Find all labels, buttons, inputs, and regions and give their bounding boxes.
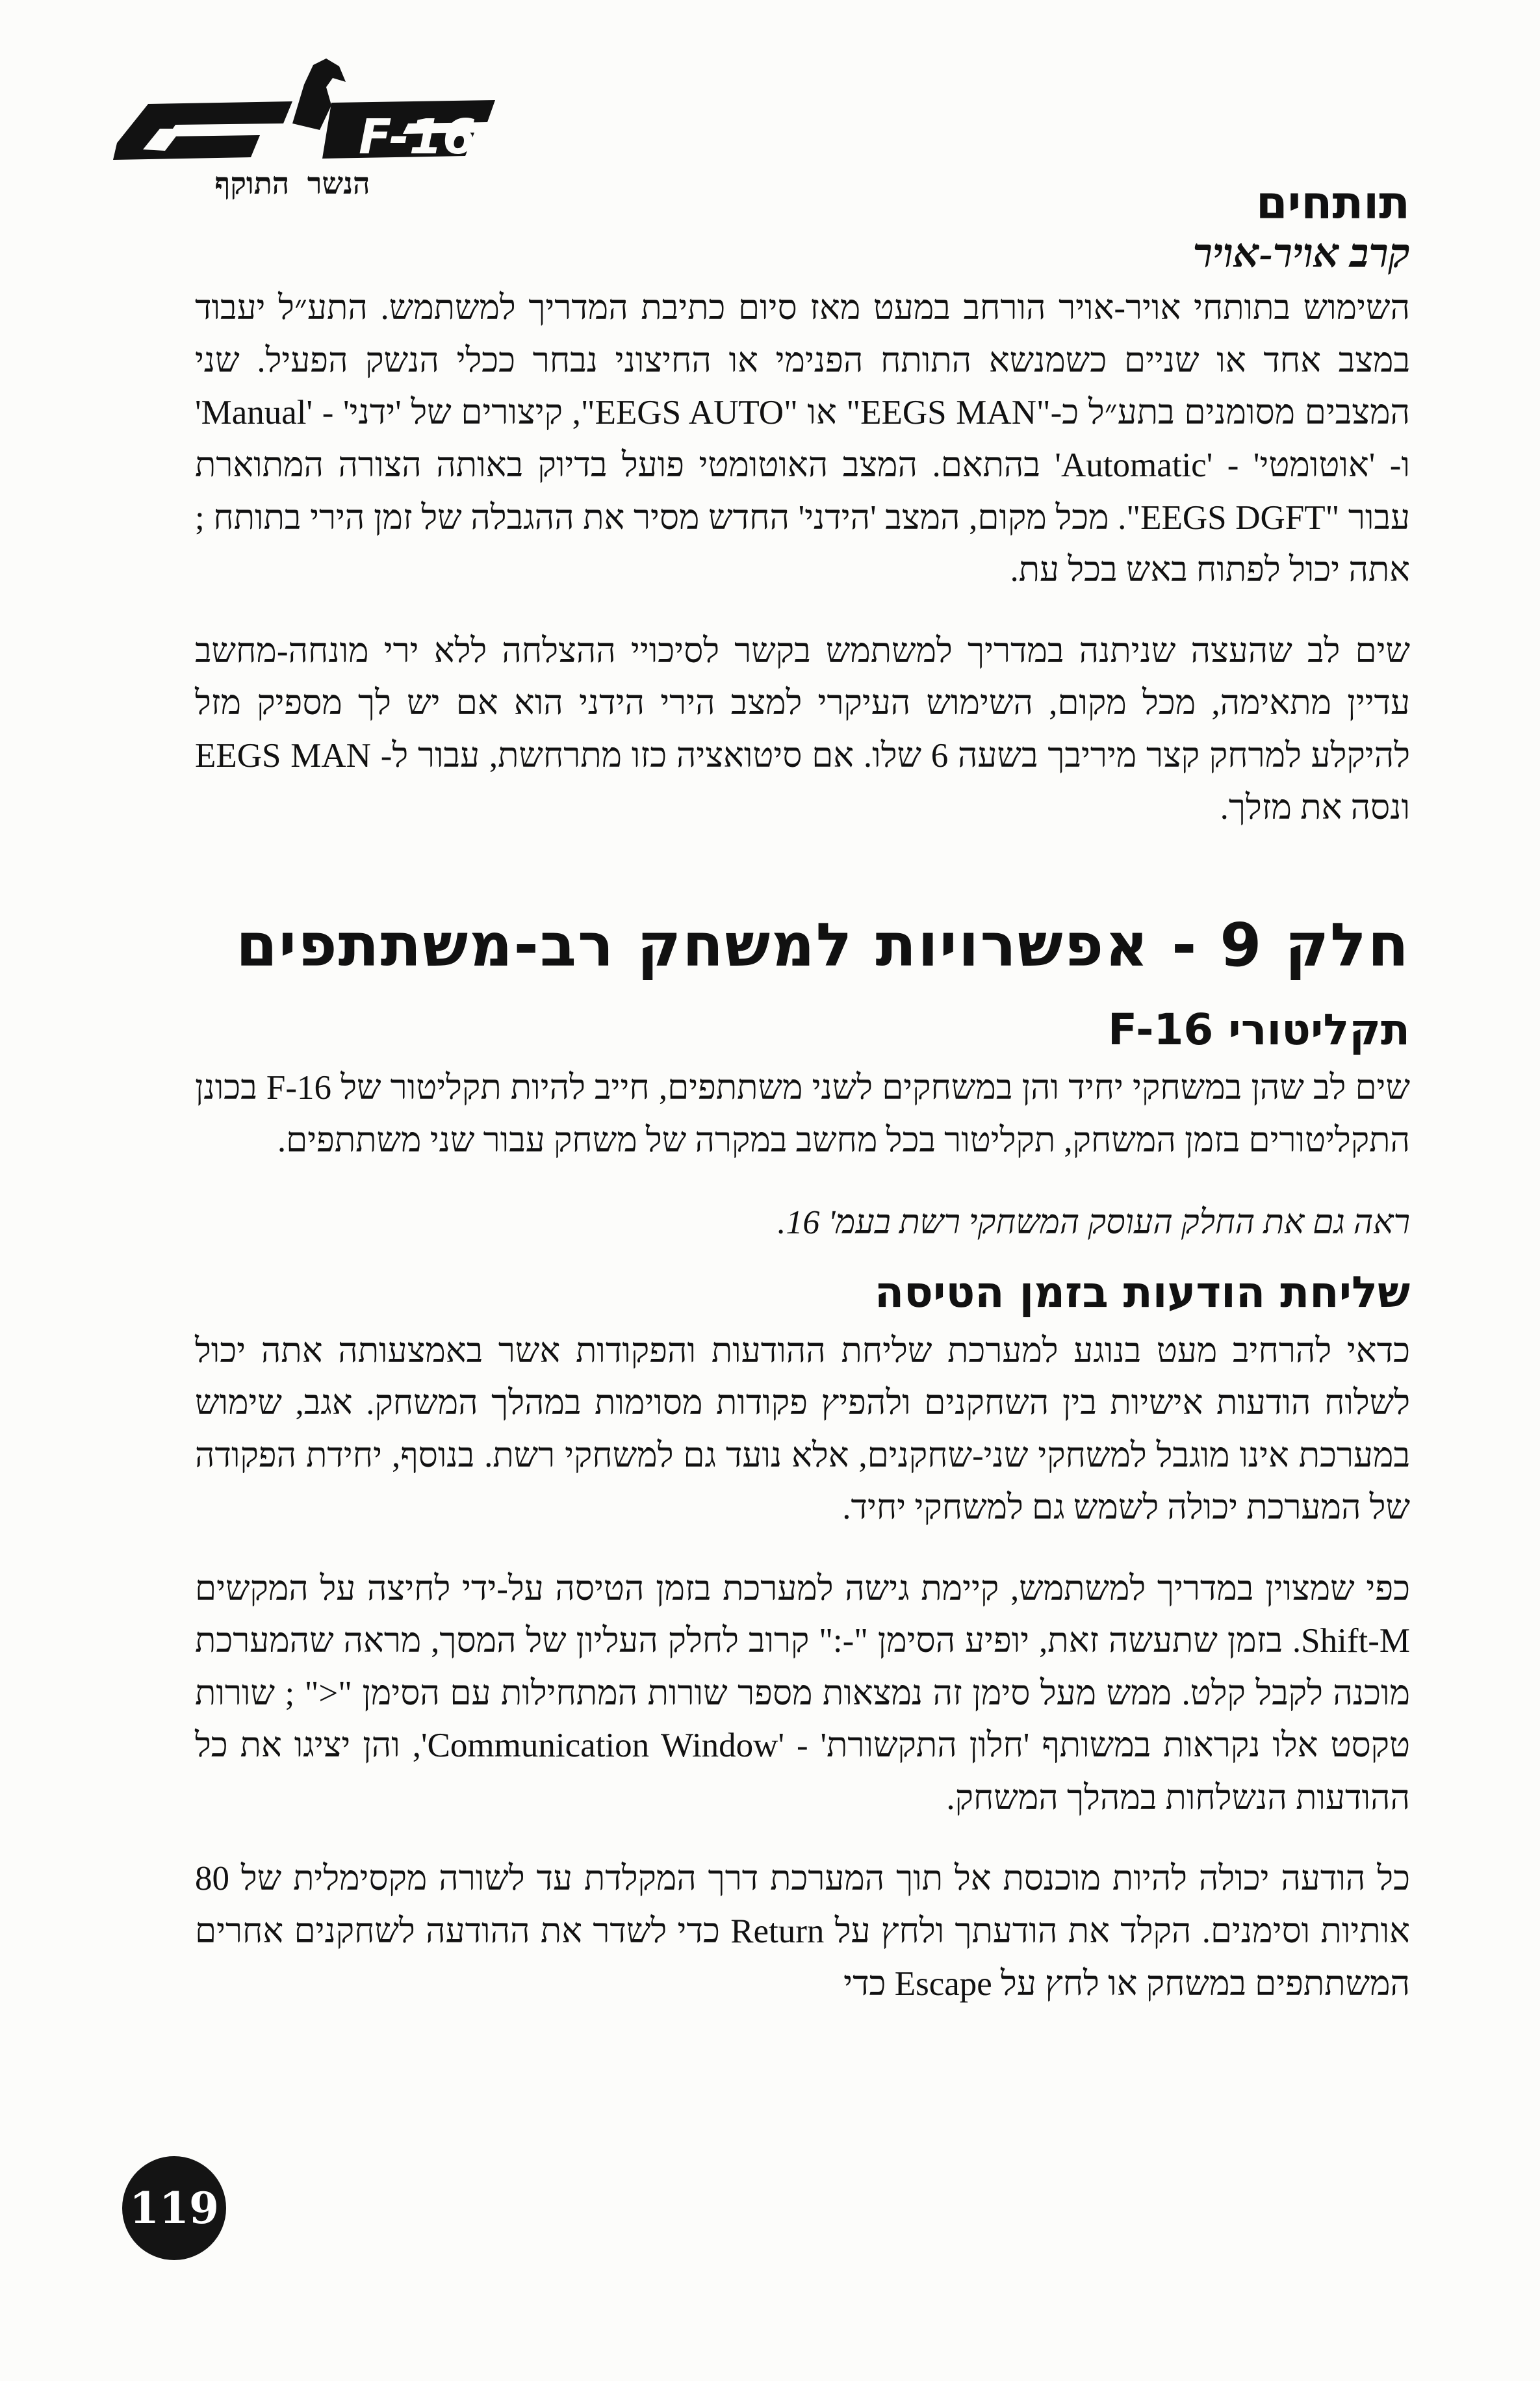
logo-brand: F-16	[359, 109, 476, 165]
page-content	[195, 175, 1410, 2010]
subsection-title-cds: תקליטורי F-16	[1108, 1005, 1410, 1055]
paragraph-guns-modes: השימוש בתותחי אויר-אויר הורחב במעט מאז סיום כתיבת המדריך למשתמש. התע״ל יעבוד במצב אחד או שניים כשמנשא התותח הפנימי או החיצוני נבחר ככלי הנשק הפעיל. שני המצבים מסומנים בתע״ל כ-"EEGS MAN" או "EEGS AUTO", קיצורים של 'ידני' - 'Manual' ו- 'אוטומטי' - 'Automatic' בהתאם. המצב האוטומטי פועל בדיוק באותה הצורה המתוארת עבור "EEGS DGFT". מכל מקום, המצב 'הידני' החדש מסיר את ההגבלה של זמן הירי בתותח ; אתה יכול לפתוח באש בכל עת.	[195, 289, 1411, 589]
page-number-badge: 119	[122, 2156, 226, 2260]
paragraph-messaging-intro: כדאי להרחיב מעט בנוגע למערכת שליחת ההודעות והפקודות אשר באמצעותה אתה יכול לשלוח הודעות אישיות בין השחקנים ולהפיץ פקודות מסוימות במהלך המשחק. אגב, שימוש במערכת אינו מוגבל למשחקי שני-שחקנים, אלא נועד גם למשחקי רשת. בנוסף, יחידת הפקודה של המערכת יכולה לשמש גם למשחקי יחיד.	[195, 1332, 1410, 1527]
section-title-guns: תותחים	[1255, 176, 1410, 229]
section-subtitle-air-to-air: קרב אויר-אויר	[1192, 232, 1410, 276]
logo-tagline: הנשר התוקף	[214, 166, 370, 201]
paragraph-guns-advice: שים לב שהעצה שניתנה במדריך למשתמש בקשר לסיכויי ההצלחה ללא ירי מונחה-מחשב עדיין מתאימה, מכל מקום, השימוש העיקרי למצב הירי הידני הוא אם יש לך מספיק מזל להיקלע למרחק קצר מיריבך בשעה 6 שלו. אם סיטואציה כזו מתרחשת, עבור ל- EEGS MAN ונסה את מזלך.	[195, 632, 1410, 827]
paragraph-messaging-input: כל הודעה יכולה להיות מוכנסת אל תוך המערכת דרך המקלדת עד לשורה מקסימלית של 80 אותיות וסימנים. הקלד את הודעתך ולחץ על Return כדי לשדר את ההודעה לשחקנים אחרים המשתתפים במשחק או לחץ על Escape כדי	[195, 1860, 1410, 2003]
note-network-games: ראה גם את החלק העוסק המשחקי רשת בעמ' 16.	[777, 1204, 1410, 1242]
subsection-title-messaging: שליחת הודעות בזמן הטיסה	[874, 1267, 1410, 1318]
paragraph-cds: שים לב שהן במשחקי יחיד והן במשחקים לשני משתתפים, חייב להיות תקליטור של F-16 בכונן התקליטורים בזמן המשחק, תקליטור בכל מחשב במקרה של משחק עבור שני משתתפים.	[195, 1069, 1410, 1159]
chapter-title: חלק 9 - אפשרויות למשחק רב-משתתפים	[236, 910, 1410, 980]
paragraph-messaging-access: כפי שמצוין במדריך למשתמש, קיימת גישה למערכת בזמן הטיסה על-ידי לחיצה על המקשים Shift-M. בזמן שתעשה זאת, יופיע הסימן "-:" קרוב לחלק העליון של המסך, מראה שהמערכת מוכנה לקבל קלט. ממש מעל סימן זה נמצאות מספר שורות המתחילות עם הסימן "<" ; שורות טקסט אלו נקראות במשותף 'חלון התקשורת' - 'Communication Window', והן יציגו את כל ההודעות הנשלחות במהלך המשחק.	[195, 1569, 1410, 1817]
